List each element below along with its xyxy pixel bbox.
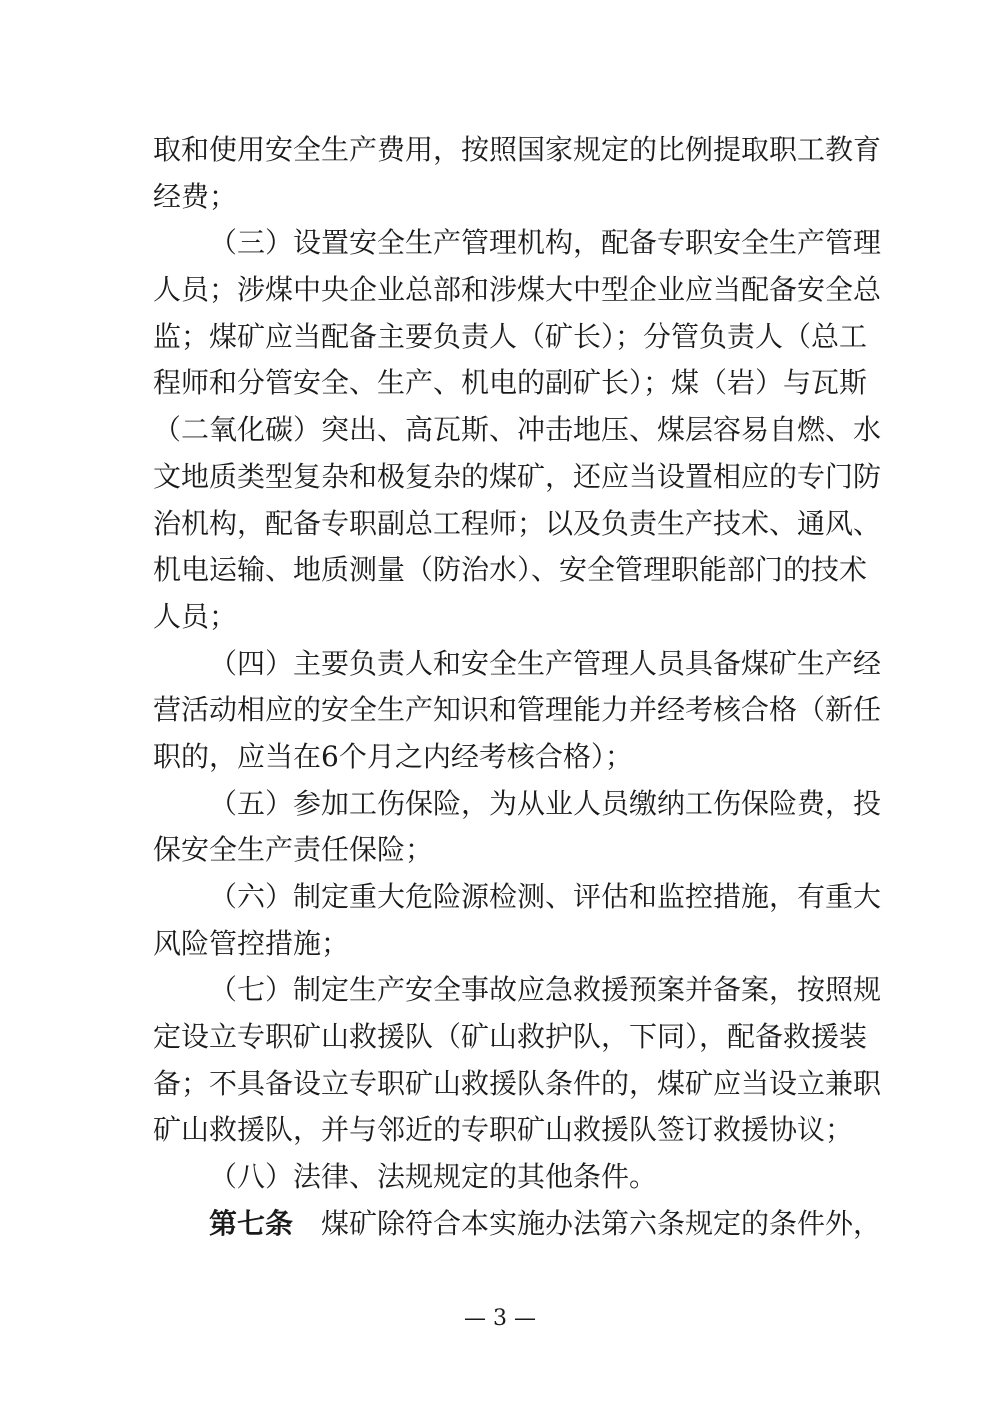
text-line-11: 人员； [153,599,238,633]
text-line-4: 人员；涉煤中央企业总部和涉煤大中型企业应当配备安全总 [153,273,882,307]
text-line-18: 风险管控措施； [153,926,350,960]
text-line-7: （二氧化碳）突出、高瓦斯、冲击地压、煤层容易自燃、水 [153,413,882,447]
page-number: — 3 — [464,1306,536,1331]
text-line-6: 程师和分管安全、生产、机电的副矿长）；煤（岩）与瓦斯 [153,366,868,400]
text-line-17: （六）制定重大危险源检测、评估和监控措施，有重大 [209,880,882,913]
text-line-14: 职的，应当在6个月之内经考核合格）； [153,739,633,773]
text-line-8: 文地质类型复杂和极复杂的煤矿，还应当设置相应的专门防 [153,459,882,493]
text-line-16: 保安全生产责任保险； [153,833,434,867]
text-line-5: 监；煤矿应当配备主要负责人（矿长）；分管负责人（总工 [153,319,868,353]
text-line-13: 营活动相应的安全生产知识和管理能力并经考核合格（新任 [153,693,882,727]
text-line-23: （八）法律、法规规定的其他条件。 [209,1160,658,1194]
text-line-3: （三）设置安全生产管理机构，配备专职安全生产管理 [209,226,882,260]
text-line-20: 定设立专职矿山救援队（矿山救护队，下同），配备救援装 [153,1020,868,1054]
text-line-21: 备；不具备设立专职矿山救援队条件的，煤矿应当设立兼职 [153,1066,882,1100]
text-line-19: （七）制定生产安全事故应急救援预案并备案，按照规 [209,973,882,1007]
text-line-12: （四）主要负责人和安全生产管理人员具备煤矿生产经 [209,646,882,680]
text-line-22: 矿山救援队，并与邻近的专职矿山救援队签订救援协议； [153,1113,854,1147]
document-body [153,127,882,1248]
text-line-15: （五）参加工伤保险，为从业人员缴纳工伤保险费，投 [209,786,882,820]
text-line-2: 经费； [153,179,238,213]
article-heading: 第七条 [209,1206,294,1240]
text-line-1: 取和使用安全生产费用，按照国家规定的比例提取职工教育 [153,133,882,166]
article-text: 煤矿除符合本实施办法第六条规定的条件外， [321,1206,882,1240]
text-line-10: 机电运输、地质测量（防治水）、安全管理职能部门的技术 [153,553,868,587]
article-seven-line [153,1201,882,1248]
text-line-9: 治机构，配备专职副总工程师；以及负责生产技术、通风、 [153,506,882,540]
